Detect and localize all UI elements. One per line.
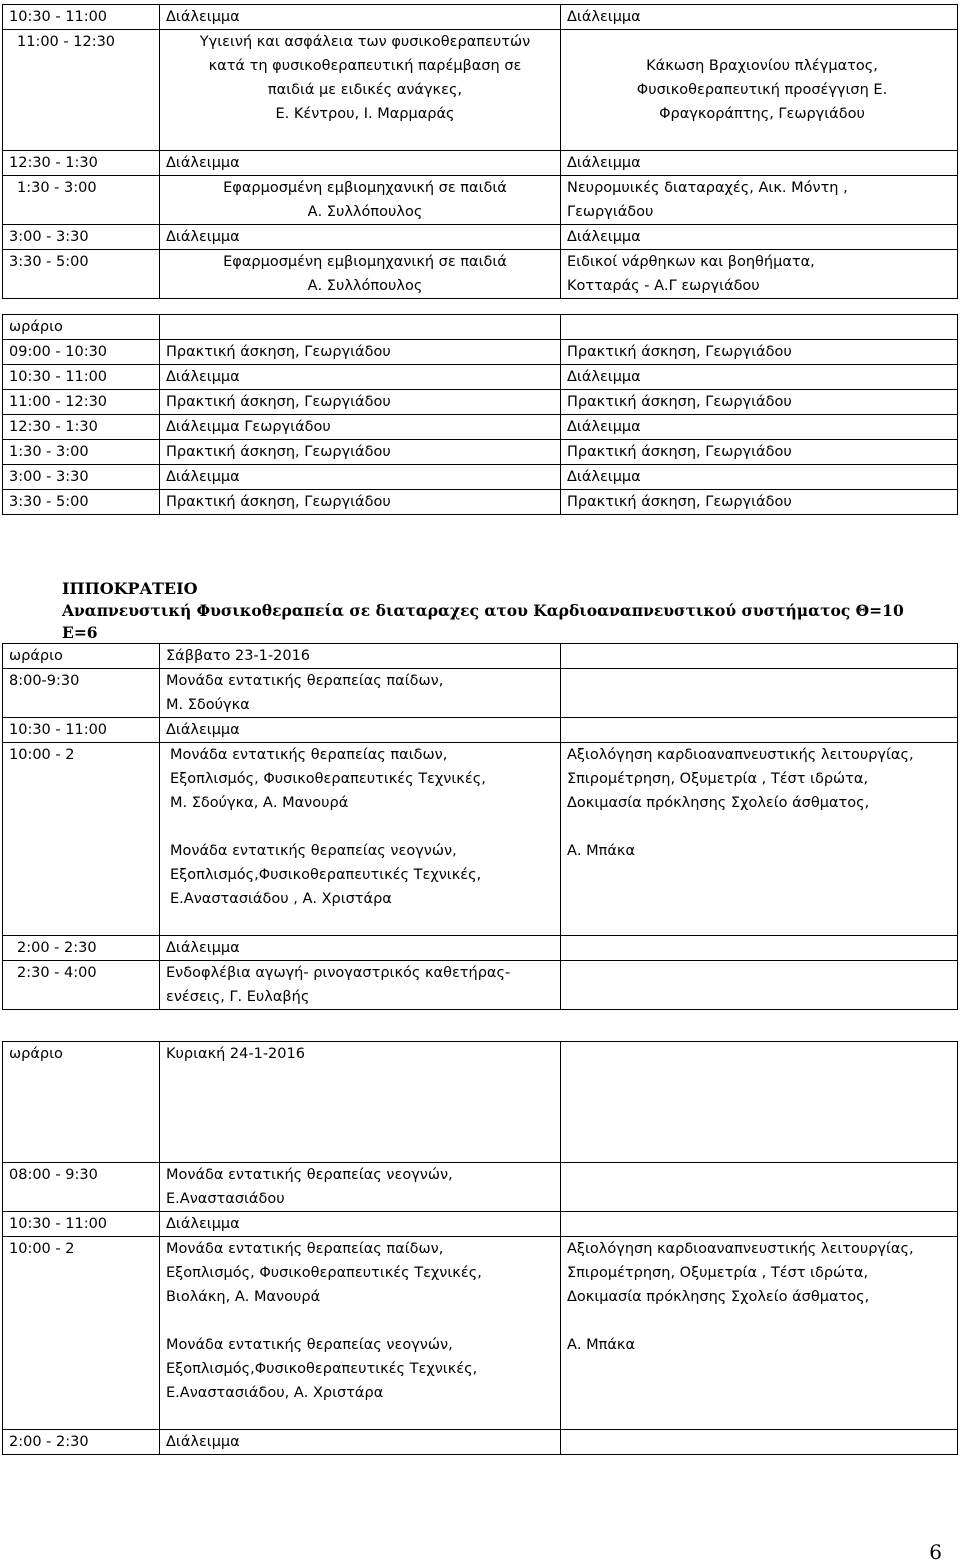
table-row bbox=[3, 5, 958, 30]
session-cell: Διάλειμμα bbox=[160, 225, 561, 250]
header-cell bbox=[561, 644, 958, 669]
table-row bbox=[3, 415, 958, 440]
time-cell: 2:00 - 2:30 bbox=[3, 936, 160, 961]
table-row bbox=[3, 151, 958, 176]
table-row bbox=[3, 440, 958, 465]
date-header: Σάββατο 23-1-2016 bbox=[160, 644, 561, 669]
header-cell bbox=[561, 1042, 958, 1163]
session-cell: Υγιεινή και ασφάλεια των φυσικοθεραπευτών κατά τη φυσικοθεραπευτική παρέμβαση σε παιδιά με ειδικές ανάγκες, Ε. Κέντρου, Ι. Μαρμαράς bbox=[160, 30, 561, 151]
session-cell: Διάλειμμα bbox=[160, 936, 561, 961]
session-cell: Διάλειμμα Γεωργιάδου bbox=[160, 415, 561, 440]
time-cell: 3:00 - 3:30 bbox=[3, 465, 160, 490]
time-cell: 2:30 - 4:00 bbox=[3, 961, 160, 1010]
table-row bbox=[3, 1430, 958, 1455]
time-cell: 11:00 - 12:30 bbox=[3, 390, 160, 415]
session-cell bbox=[561, 718, 958, 743]
table-row bbox=[3, 340, 958, 365]
session-cell: Διάλειμμα bbox=[160, 365, 561, 390]
session-cell: Νευρομυικές διαταραχές, Αικ. Μόντη , Γεωργιάδου bbox=[561, 176, 958, 225]
table-row bbox=[3, 250, 958, 299]
session-cell bbox=[561, 936, 958, 961]
session-cell: Πρακτική άσκηση, Γεωργιάδου bbox=[561, 440, 958, 465]
session-cell: Πρακτική άσκηση, Γεωργιάδου bbox=[561, 490, 958, 515]
time-cell: 11:00 - 12:30 bbox=[3, 30, 160, 151]
time-cell: 3:30 - 5:00 bbox=[3, 490, 160, 515]
session-cell: Διάλειμμα bbox=[561, 365, 958, 390]
table-row bbox=[3, 176, 958, 225]
table-row bbox=[3, 225, 958, 250]
session-cell: Διάλειμμα bbox=[561, 5, 958, 30]
session-cell: Διάλειμμα bbox=[561, 415, 958, 440]
session-cell bbox=[561, 1163, 958, 1212]
session-cell: Διάλειμμα bbox=[160, 1212, 561, 1237]
time-cell: 1:30 - 3:00 bbox=[3, 440, 160, 465]
table-row bbox=[3, 1237, 958, 1430]
session-cell: Μονάδα εντατικής θεραπείας παίδων, Εξοπλισμός, Φυσικοθεραπευτικές Τεχνικές, Βιολάκη, Α. Μανουρά Μονάδα εντατικής θεραπείας νεογνών, Εξοπλισμός,Φυσικοθεραπευτικές Τεχνικές, Ε.Αναστασιάδου, Α. Χριστάρα bbox=[160, 1237, 561, 1430]
table-row bbox=[3, 490, 958, 515]
session-cell: Μονάδα εντατικής θεραπείας παιδων, Εξοπλισμός, Φυσικοθεραπευτικές Τεχνικές, Μ. Σδούγκα, Α. Μανουρά Μονάδα εντατικής θεραπείας νεογνών, Εξοπλισμός,Φυσικοθεραπευτικές Τεχνικές, Ε.Αναστασιάδου , Α. Χριστάρα bbox=[160, 743, 561, 936]
session-cell: Εφαρμοσμένη εμβιομηχανική σε παιδιά Α. Συλλόπουλος bbox=[160, 250, 561, 299]
session-cell: Εφαρμοσμένη εμβιομηχανική σε παιδιά Α. Συλλόπουλος bbox=[160, 176, 561, 225]
section-subtitle: Αναπνευστική Φυσικοθεραπεία σε διαταραχες ατου Καρδιοαναπνευστικού συστήματος Θ=10 Ε=6 bbox=[62, 601, 904, 642]
header-cell bbox=[561, 315, 958, 340]
table-row bbox=[3, 718, 958, 743]
table-row bbox=[3, 390, 958, 415]
time-cell: 1:30 - 3:00 bbox=[3, 176, 160, 225]
table-row bbox=[3, 1163, 958, 1212]
session-cell: Αξιολόγηση καρδιοαναπνευστικής λειτουργίας, Σπιρομέτρηση, Οξυμετρία , Τέστ ιδρώτα, Δοκιμασία πρόκλησης Σχολείο άσθματος, Α. Μπάκα bbox=[561, 1237, 958, 1430]
table-row bbox=[3, 936, 958, 961]
table-header-row bbox=[3, 315, 958, 340]
session-cell: Κάκωση Βραχιονίου πλέγματος, Φυσικοθεραπευτική προσέγγιση Ε. Φραγκοράπτης, Γεωργιάδου bbox=[561, 30, 958, 151]
time-cell: 3:30 - 5:00 bbox=[3, 250, 160, 299]
time-cell: 10:30 - 11:00 bbox=[3, 5, 160, 30]
session-cell: Διάλειμμα bbox=[561, 151, 958, 176]
time-cell: 10:30 - 11:00 bbox=[3, 1212, 160, 1237]
session-cell: Πρακτική άσκηση, Γεωργιάδου bbox=[160, 490, 561, 515]
time-cell: 12:30 - 1:30 bbox=[3, 151, 160, 176]
session-cell: Αξιολόγηση καρδιοαναπνευστικής λειτουργίας, Σπιρομέτρηση, Οξυμετρία , Τέστ ιδρώτα, Δοκιμασία πρόκλησης Σχολείο άσθματος, Α. Μπάκα bbox=[561, 743, 958, 936]
session-cell: Πρακτική άσκηση, Γεωργιάδου bbox=[160, 390, 561, 415]
table-row bbox=[3, 465, 958, 490]
time-cell: 12:30 - 1:30 bbox=[3, 415, 160, 440]
session-cell: Διάλειμμα bbox=[160, 5, 561, 30]
session-cell: Διάλειμμα bbox=[561, 225, 958, 250]
time-cell: 3:00 - 3:30 bbox=[3, 225, 160, 250]
session-cell: Διάλειμμα bbox=[160, 1430, 561, 1455]
schedule-table-3 bbox=[2, 643, 958, 1010]
session-cell bbox=[561, 669, 958, 718]
session-cell: Μονάδα εντατικής θεραπείας νεογνών, Ε.Αναστασιάδου bbox=[160, 1163, 561, 1212]
schedule-table-4 bbox=[2, 1041, 958, 1455]
session-cell bbox=[561, 961, 958, 1010]
section-title: ΙΠΠΟΚΡΑΤΕΙΟ bbox=[62, 579, 198, 598]
session-cell: Μονάδα εντατικής θεραπείας παίδων, Μ. Σδούγκα bbox=[160, 669, 561, 718]
table-row bbox=[3, 669, 958, 718]
table-header-row bbox=[3, 644, 958, 669]
session-cell: Διάλειμμα bbox=[160, 465, 561, 490]
session-cell: Πρακτική άσκηση, Γεωργιάδου bbox=[160, 440, 561, 465]
table-row bbox=[3, 743, 958, 936]
schedule-table-2 bbox=[2, 314, 958, 515]
session-cell: Πρακτική άσκηση, Γεωργιάδου bbox=[561, 340, 958, 365]
time-cell: 10:30 - 11:00 bbox=[3, 365, 160, 390]
table-row bbox=[3, 961, 958, 1010]
time-cell: 09:00 - 10:30 bbox=[3, 340, 160, 365]
session-cell: Διάλειμμα bbox=[160, 718, 561, 743]
table-row bbox=[3, 1212, 958, 1237]
table-row bbox=[3, 365, 958, 390]
time-cell: 10:30 - 11:00 bbox=[3, 718, 160, 743]
session-cell: Πρακτική άσκηση, Γεωργιάδου bbox=[561, 390, 958, 415]
session-cell: Διάλειμμα bbox=[160, 151, 561, 176]
time-cell: 2:00 - 2:30 bbox=[3, 1430, 160, 1455]
date-header: Κυριακή 24-1-2016 bbox=[160, 1042, 561, 1163]
header-cell bbox=[160, 315, 561, 340]
session-cell: Διάλειμμα bbox=[561, 465, 958, 490]
table-row bbox=[3, 30, 958, 151]
time-cell: 8:00-9:30 bbox=[3, 669, 160, 718]
session-cell: Ειδικοί νάρθηκων και βοηθήματα, Κοτταράς - Α.Γ εωργιάδου bbox=[561, 250, 958, 299]
page-number: 6 bbox=[929, 1540, 942, 1564]
session-cell: Πρακτική άσκηση, Γεωργιάδου bbox=[160, 340, 561, 365]
time-cell: 08:00 - 9:30 bbox=[3, 1163, 160, 1212]
session-cell: Ενδοφλέβια αγωγή- ρινογαστρικός καθετήρας- ενέσεις, Γ. Ευλαβής bbox=[160, 961, 561, 1010]
session-cell bbox=[561, 1430, 958, 1455]
schedule-table-1 bbox=[2, 4, 958, 299]
time-cell: 10:00 - 2 bbox=[3, 743, 160, 936]
table-header-row bbox=[3, 1042, 958, 1163]
session-cell bbox=[561, 1212, 958, 1237]
time-cell: 10:00 - 2 bbox=[3, 1237, 160, 1430]
header-cell: ωράριο bbox=[3, 1042, 160, 1163]
header-cell: ωράριο bbox=[3, 315, 160, 340]
header-cell: ωράριο bbox=[3, 644, 160, 669]
